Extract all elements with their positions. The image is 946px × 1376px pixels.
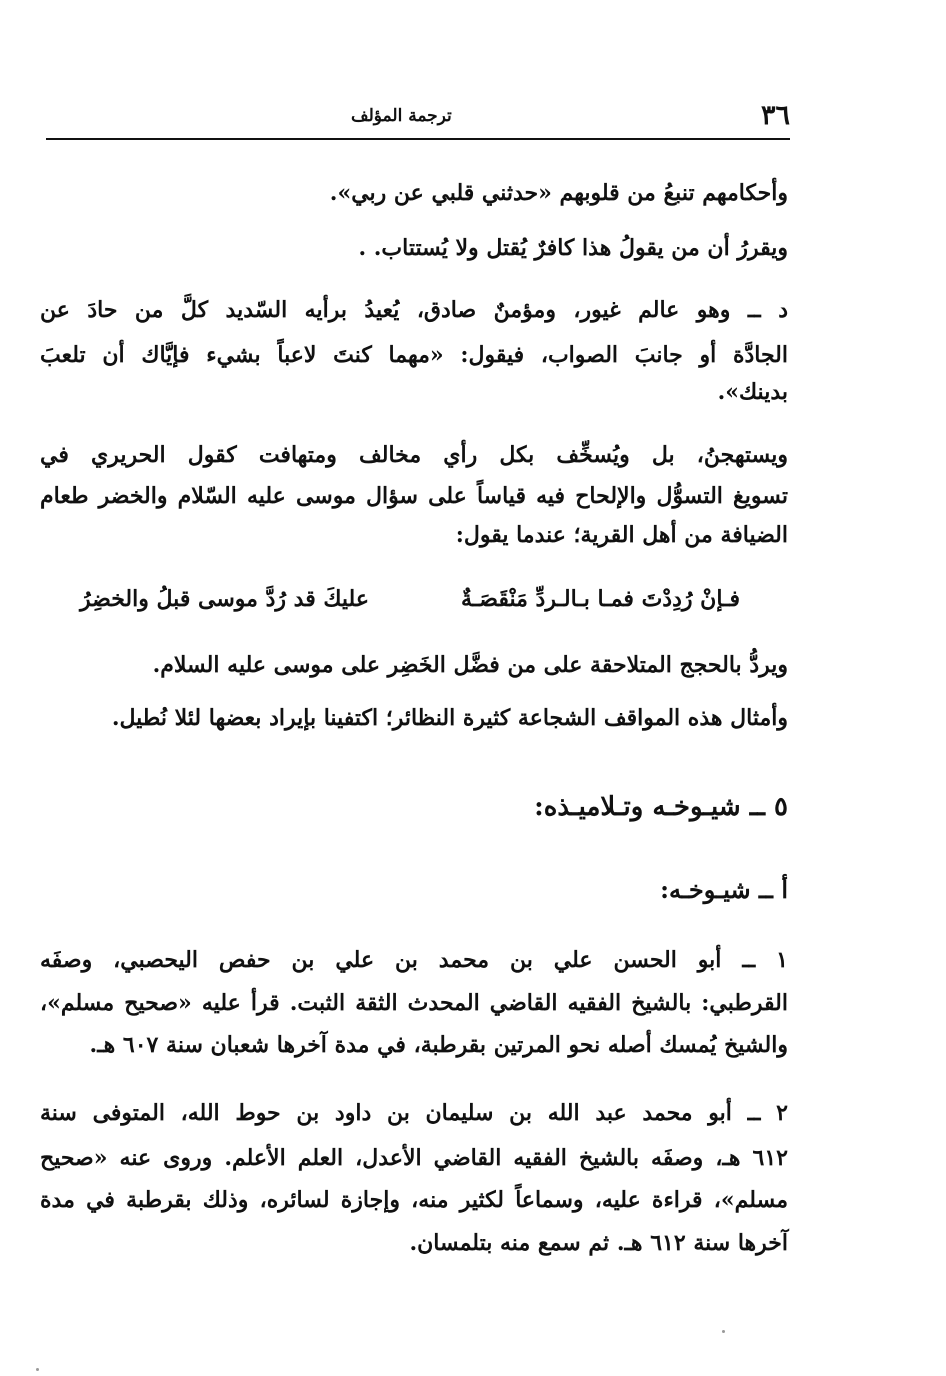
- scan-speck: [722, 1330, 725, 1333]
- text-line: آخرها سنة ٦١٢ هـ. ثم سمع منه بتلمسان.: [409, 1230, 788, 1256]
- text-line: ٢ ــ أبو محمد عبد الله بن سليمان بن داود بن حوط الله، المتوفى سنة: [40, 1100, 788, 1126]
- text-line: وأمثال هذه المواقف الشجاعة كثيرة النظائر؛ اكتفينا بإيراد بعضها لئلا نُطيل.: [111, 705, 788, 731]
- text-line: ويردُّ بالحجج المتلاحقة على من فضَّل الخَضِر على موسى عليه السلام.: [152, 652, 788, 678]
- text-line: الضيافة من أهل القرية؛ عندما يقول:: [455, 522, 788, 548]
- text-line: ١ ــ أبو الحسن علي بن محمد بن علي بن حفص اليحصبي، وصفَه: [40, 947, 788, 973]
- section-heading: ٥ ــ شيـوخـه وتـلاميـذه:: [534, 792, 788, 822]
- scan-speck: [36, 1368, 39, 1371]
- text-line: ويستهجنُ، بل ويُسخِّف بكل رأي مخالف ومتهافت كقول الحريري في: [40, 442, 788, 468]
- verse-first-hemistich: فـإنْ رُدِدْتَ فمـا بـالـردِّ مَنْقَصَـةٌ: [461, 586, 740, 612]
- page-header: [46, 100, 790, 138]
- text-line: د ــ وهو عالم غيور، ومؤمنٌ صادق، يُعيدُ برأيه السّديد كلَّ من حادَ عن: [40, 297, 788, 323]
- text-line: بدينك».: [717, 379, 788, 405]
- subsection-heading: أ ــ شيـوخـه:: [660, 875, 788, 904]
- text-line: وأحكامهم تنبعُ من قلوبهم «حدثني قلبي عن ربي».: [329, 180, 788, 206]
- text-line: والشيخ يُمسك أصله نحو المرتين بقرطبة، في مدة آخرها شعبان سنة ٦٠٧ هـ.: [89, 1032, 788, 1058]
- poetry-verse: [80, 583, 740, 615]
- verse-second-hemistich: عليكَ قد رُدَّ موسى قبلُ والخضِرُ: [80, 586, 369, 612]
- running-title: ترجمة المؤلف: [351, 106, 452, 126]
- page-number: ٣٦: [760, 100, 790, 131]
- text-line: ٦١٢ هـ، وصفَه بالشيخ الفقيه القاضي الأعدل، العلم الأعلم. وروى عنه «صحيح: [40, 1145, 788, 1171]
- text-line: مسلم»، قراءة عليه، وسماعاً لكثير منه، وإجازة لسائره، وذلك بقرطبة في مدة: [40, 1187, 788, 1213]
- text-line: ويقررُ أن من يقولُ هذا كافرٌ يُقتل ولا يُستتاب. .: [358, 235, 788, 261]
- text-line: الجادَّة أو جانبَ الصواب، فيقول: «مهما كنتَ لاعباً بشيء فإيَّاك أن تلعبَ: [40, 342, 788, 368]
- header-rule: [46, 138, 790, 140]
- text-line: تسويغ التسوُّل والإلحاح فيه قياساً على سؤال موسى عليه السّلام والخضر طعام: [40, 483, 788, 509]
- text-line: القرطبي: بالشيخ الفقيه القاضي المحدث الثقة الثبت. قرأ عليه «صحيح مسلم»،: [40, 990, 788, 1016]
